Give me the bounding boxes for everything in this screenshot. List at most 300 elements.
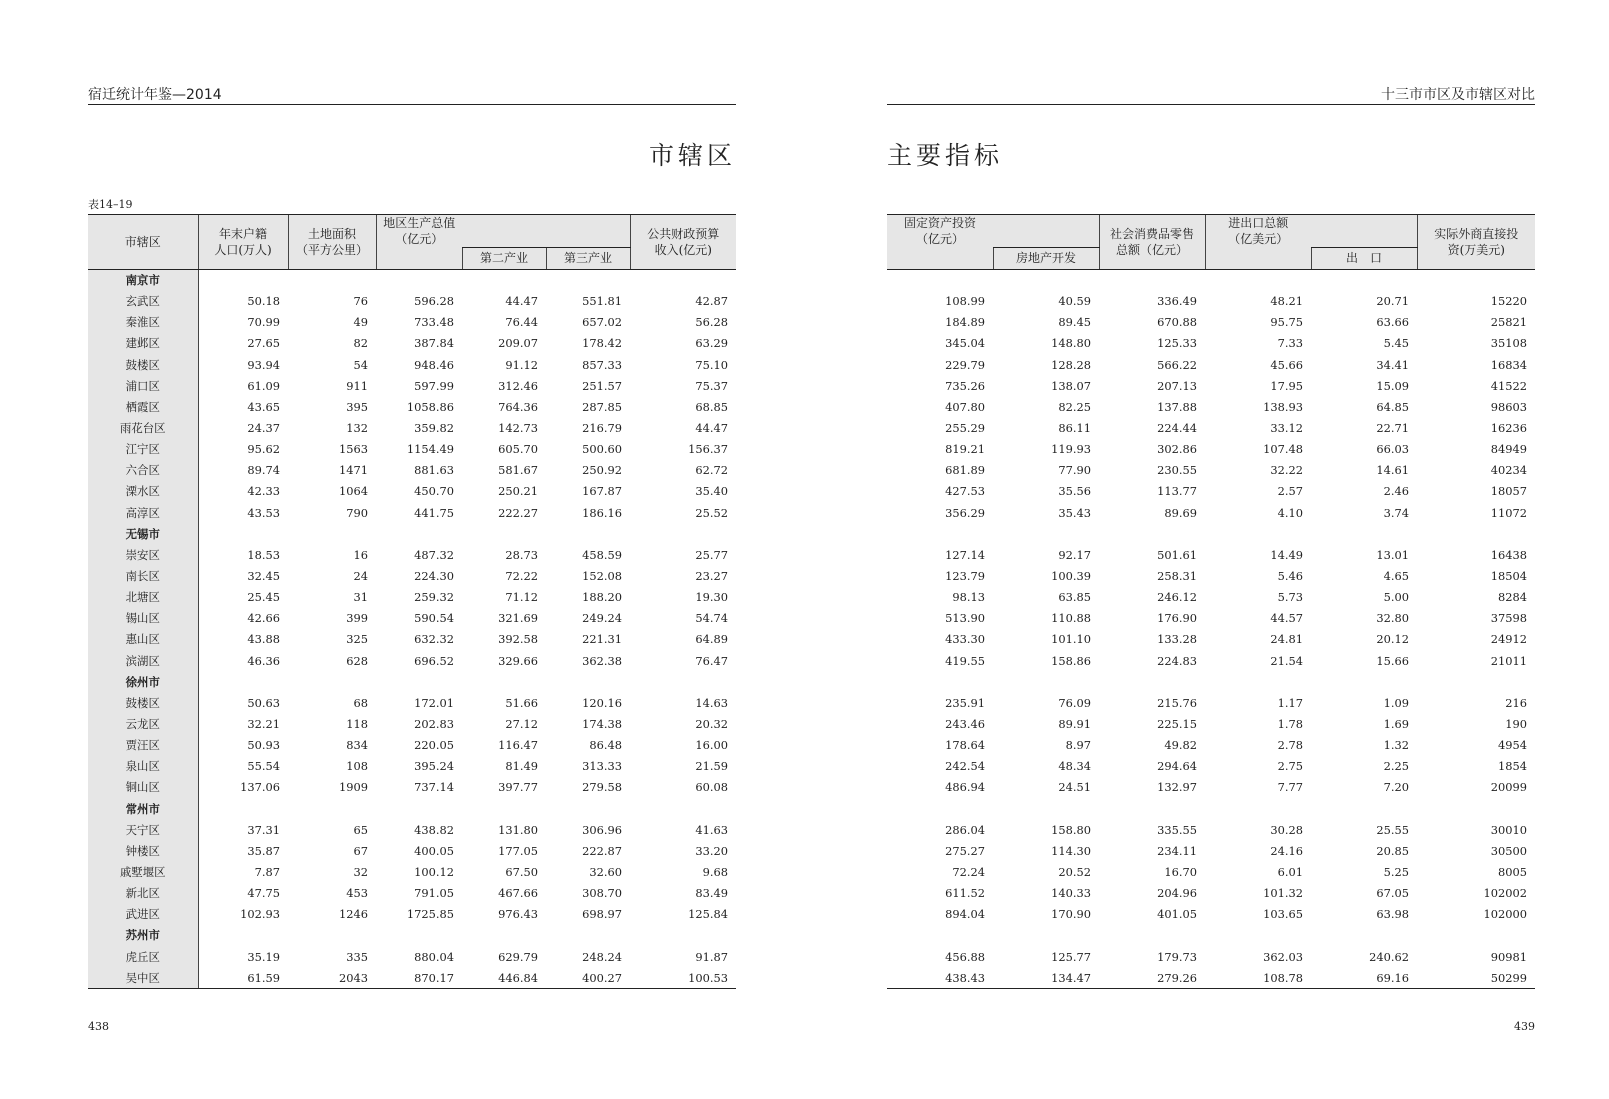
table-cell: 14.63 (695, 695, 728, 710)
table-cell: 27.65 (247, 336, 280, 351)
header-area: 土地面积 （平方公里） (288, 215, 376, 270)
table-cell (288, 671, 376, 692)
table-cell: 894.04 (945, 907, 985, 922)
table-row (88, 502, 736, 523)
table-cell (1311, 269, 1417, 291)
right-page (887, 0, 1535, 1099)
table-cell: 41522 (1490, 378, 1527, 393)
table-row (887, 904, 1535, 925)
table-cell: 243.46 (945, 717, 985, 732)
table-row (887, 967, 1535, 989)
district-name: 建邺区 (88, 333, 198, 354)
table-cell: 48.21 (1270, 294, 1303, 309)
table-cell: 453 (346, 886, 368, 901)
table-row (88, 587, 736, 608)
table-cell: 1909 (339, 780, 368, 795)
table-row (887, 375, 1535, 396)
table-cell: 132.97 (1157, 780, 1197, 795)
table-cell: 156.37 (688, 442, 728, 457)
table-cell: 735.26 (945, 378, 985, 393)
table-cell: 68 (353, 695, 368, 710)
table-cell (288, 269, 376, 291)
district-name: 栖霞区 (88, 396, 198, 417)
table-cell: 224.30 (414, 569, 454, 584)
table-cell: 681.89 (945, 463, 985, 478)
table-cell: 25.45 (247, 590, 280, 605)
table-cell: 69.16 (1311, 967, 1417, 989)
table-cell: 33.12 (1270, 421, 1303, 436)
table-cell: 25.52 (695, 505, 728, 520)
table-cell (462, 925, 546, 946)
table-row (887, 565, 1535, 586)
table-cell: 880.04 (414, 949, 454, 964)
table-cell: 43.53 (247, 505, 280, 520)
table-cell: 605.70 (498, 442, 538, 457)
table-cell: 737.14 (414, 780, 454, 795)
table-cell (1417, 671, 1535, 692)
table-cell: 67 (353, 843, 368, 858)
district-name: 溧水区 (88, 481, 198, 502)
table-cell: 65 (353, 822, 368, 837)
table-cell: 76.47 (695, 653, 728, 668)
table-cell (462, 523, 546, 544)
table-cell: 400.27 (546, 967, 630, 989)
city-name: 南京市 (88, 269, 198, 291)
table-cell: 1.17 (1277, 695, 1303, 710)
table-cell (376, 523, 462, 544)
table-cell: 1.78 (1277, 717, 1303, 732)
city-row (88, 798, 736, 819)
table-cell: 63.29 (695, 336, 728, 351)
table-row (88, 967, 736, 989)
table-cell: 438.43 (887, 967, 993, 989)
table-cell: 24.51 (1058, 780, 1091, 795)
table-cell: 137.06 (240, 780, 280, 795)
table-cell (288, 523, 376, 544)
table-cell: 48.34 (1058, 759, 1091, 774)
table-row (88, 565, 736, 586)
table-cell: 16236 (1490, 421, 1527, 436)
table-row (88, 946, 736, 967)
table-cell: 45.66 (1270, 357, 1303, 372)
table-cell (376, 925, 462, 946)
table-cell: 8005 (1498, 865, 1527, 879)
table-cell (630, 269, 736, 291)
table-cell: 5.25 (1383, 865, 1409, 879)
table-cell: 14.61 (1376, 463, 1409, 478)
table-cell: 114.30 (1051, 843, 1091, 858)
header-investment-span (993, 215, 1099, 248)
table-cell (546, 671, 630, 692)
city-name: 无锡市 (88, 523, 198, 544)
table-cell (1205, 523, 1311, 544)
table-cell: 32.22 (1270, 463, 1303, 478)
table-row (887, 587, 1535, 608)
table-cell (376, 671, 462, 692)
table-cell: 2.78 (1277, 738, 1303, 753)
table-row (887, 544, 1535, 565)
city-row (88, 523, 736, 544)
table-cell: 35.40 (695, 484, 728, 499)
table-cell: 16.70 (1164, 865, 1197, 879)
table-cell: 68.85 (695, 399, 728, 414)
table-cell: 764.36 (498, 399, 538, 414)
table-cell: 356.29 (945, 505, 985, 520)
table-cell (1099, 671, 1205, 692)
district-name: 滨湖区 (88, 650, 198, 671)
running-head: 十三市市区及市辖区对比 (1381, 87, 1535, 103)
table-cell: 34.41 (1376, 357, 1409, 372)
city-row (887, 269, 1535, 291)
table-cell: 15.66 (1376, 653, 1409, 668)
table-cell: 55.54 (247, 759, 280, 774)
table-cell (462, 671, 546, 692)
table-cell: 63.85 (1058, 590, 1091, 605)
district-name: 六合区 (88, 460, 198, 481)
table-cell: 86.11 (1058, 421, 1091, 436)
table-cell (630, 925, 736, 946)
table-row (887, 439, 1535, 460)
table-row (88, 861, 736, 882)
table-cell: 82 (353, 336, 368, 351)
district-name: 新北区 (88, 883, 198, 904)
table-cell: 76.44 (505, 315, 538, 330)
table-row (887, 481, 1535, 502)
city-row (887, 925, 1535, 946)
table-cell: 170.90 (1051, 907, 1091, 922)
table-cell: 13.01 (1376, 547, 1409, 562)
table-cell (1417, 925, 1535, 946)
table-row (88, 777, 736, 798)
table-cell: 42.66 (247, 611, 280, 626)
table-cell: 35.43 (1058, 505, 1091, 520)
table-cell: 22.71 (1376, 421, 1409, 436)
table-cell: 37598 (1490, 611, 1527, 626)
table-cell: 66.03 (1376, 442, 1409, 457)
table-cell (546, 925, 630, 946)
table-row (887, 692, 1535, 713)
district-name: 虎丘区 (88, 946, 198, 967)
table-cell: 345.04 (945, 336, 985, 351)
table-cell: 18.53 (247, 547, 280, 562)
table-cell: 82.25 (1058, 399, 1091, 414)
header-export: 出 口 (1311, 247, 1417, 269)
table-cell: 230.55 (1157, 463, 1197, 478)
table-cell (1099, 925, 1205, 946)
table-cell: 49 (353, 315, 368, 330)
table-cell: 24912 (1490, 632, 1527, 647)
table-row (88, 608, 736, 629)
table-cell: 178.42 (582, 336, 622, 351)
table-cell: 44.47 (505, 294, 538, 309)
right-data-table (887, 214, 1535, 989)
table-cell: 1563 (339, 442, 368, 457)
table-cell: 20.52 (1058, 865, 1091, 879)
table-cell: 911 (346, 378, 368, 393)
header-gdp: 地区生产总值 （亿元） (376, 215, 462, 248)
city-row (887, 798, 1535, 819)
table-cell: 215.76 (1157, 695, 1197, 710)
table-cell: 62.72 (695, 463, 728, 478)
table-cell: 450.70 (414, 484, 454, 499)
table-cell: 24.81 (1270, 632, 1303, 647)
table-cell (198, 671, 288, 692)
table-cell: 438.82 (414, 822, 454, 837)
table-cell: 948.46 (414, 357, 454, 372)
table-cell: 158.80 (1051, 822, 1091, 837)
table-cell (1417, 269, 1535, 291)
table-row (88, 840, 736, 861)
table-cell: 16 (353, 547, 368, 562)
table-cell: 120.16 (582, 695, 622, 710)
table-cell: 1154.49 (406, 442, 454, 457)
district-name: 天宁区 (88, 819, 198, 840)
table-cell: 566.22 (1157, 357, 1197, 372)
table-cell (630, 671, 736, 692)
table-cell: 56.28 (695, 315, 728, 330)
table-cell: 250.21 (498, 484, 538, 499)
table-cell: 225.15 (1157, 717, 1197, 732)
table-cell: 242.54 (945, 759, 985, 774)
table-cell: 881.63 (414, 463, 454, 478)
table-cell: 100.12 (414, 865, 454, 879)
table-cell: 64.89 (695, 632, 728, 647)
table-cell: 5.73 (1277, 590, 1303, 605)
table-cell: 611.52 (945, 886, 985, 901)
table-cell: 101.32 (1263, 886, 1303, 901)
table-cell (887, 523, 993, 544)
table-cell: 131.80 (498, 822, 538, 837)
table-row (88, 629, 736, 650)
table-cell: 632.32 (414, 632, 454, 647)
table-cell: 362.03 (1263, 949, 1303, 964)
table-cell (1311, 925, 1417, 946)
table-cell: 72.22 (505, 569, 538, 584)
table-cell (1417, 523, 1535, 544)
table-cell: 102000 (1483, 907, 1527, 922)
header-fdi: 实际外商直接投 资(万美元) (1417, 215, 1535, 270)
table-cell: 25.55 (1376, 822, 1409, 837)
table-cell: 46.36 (247, 653, 280, 668)
table-cell: 100.39 (1051, 569, 1091, 584)
table-cell: 32.60 (589, 865, 622, 879)
table-cell: 98.13 (952, 590, 985, 605)
table-cell: 116.47 (498, 738, 538, 753)
header-population: 年末户籍 人口(万人) (198, 215, 288, 270)
table-row (887, 819, 1535, 840)
table-cell: 7.77 (1277, 780, 1303, 795)
table-cell: 4.65 (1383, 569, 1409, 584)
table-cell: 275.27 (945, 843, 985, 858)
table-cell: 190 (1505, 717, 1527, 732)
table-cell: 5.00 (1383, 590, 1409, 605)
table-row (88, 460, 736, 481)
table-cell: 30010 (1490, 822, 1527, 837)
table-row (88, 291, 736, 312)
table-row (88, 650, 736, 671)
table-cell: 791.05 (414, 886, 454, 901)
district-name: 武进区 (88, 904, 198, 925)
table-cell: 2.75 (1277, 759, 1303, 774)
table-cell: 16438 (1490, 547, 1527, 562)
table-cell: 5.46 (1277, 569, 1303, 584)
table-row (887, 608, 1535, 629)
table-cell: 25.77 (695, 547, 728, 562)
table-cell: 118 (346, 717, 368, 732)
table-cell: 91.12 (505, 357, 538, 372)
table-cell: 834 (346, 738, 368, 753)
table-row (88, 354, 736, 375)
district-name: 铜山区 (88, 777, 198, 798)
table-cell: 5.45 (1383, 336, 1409, 351)
table-cell: 21.54 (1270, 653, 1303, 668)
city-row (887, 523, 1535, 544)
table-cell: 50.93 (247, 738, 280, 753)
table-cell: 32.80 (1376, 611, 1409, 626)
table-cell: 21.59 (695, 759, 728, 774)
table-cell: 7.87 (254, 865, 280, 879)
table-cell: 125.33 (1157, 336, 1197, 351)
table-cell: 95.75 (1270, 315, 1303, 330)
table-cell: 89.45 (1058, 315, 1091, 330)
table-cell: 63.98 (1376, 907, 1409, 922)
table-cell: 395.24 (414, 759, 454, 774)
table-cell: 71.12 (505, 590, 538, 605)
table-row (88, 396, 736, 417)
table-cell: 487.32 (414, 547, 454, 562)
table-cell: 60.08 (695, 780, 728, 795)
table-row (88, 312, 736, 333)
table-cell: 41.63 (695, 822, 728, 837)
district-name: 戚墅堰区 (88, 861, 198, 882)
table-cell: 6.01 (1277, 865, 1303, 879)
table-cell: 1.32 (1383, 738, 1409, 753)
table-cell (887, 925, 993, 946)
table-cell: 1471 (339, 463, 368, 478)
table-cell: 35.87 (247, 843, 280, 858)
table-cell: 20099 (1490, 780, 1527, 795)
header-revenue: 公共财政预算 收入(亿元) (630, 215, 736, 270)
table-cell: 1.09 (1383, 695, 1409, 710)
table-cell: 1854 (1498, 759, 1527, 774)
table-row (88, 375, 736, 396)
table-cell: 54 (353, 357, 368, 372)
table-cell: 500.60 (582, 442, 622, 457)
table-cell: 458.59 (582, 547, 622, 562)
table-cell: 119.93 (1051, 442, 1091, 457)
table-cell: 179.73 (1157, 949, 1197, 964)
table-row (88, 713, 736, 734)
header-district: 市辖区 (88, 215, 198, 270)
table-cell (1205, 269, 1311, 291)
table-cell: 81.49 (505, 759, 538, 774)
table-cell: 93.94 (247, 357, 280, 372)
table-cell: 251.57 (582, 378, 622, 393)
table-cell (198, 925, 288, 946)
table-cell: 102002 (1483, 886, 1527, 901)
table-cell: 75.10 (695, 357, 728, 372)
table-cell: 186.16 (582, 505, 622, 520)
table-cell: 248.24 (582, 949, 622, 964)
table-cell: 113.77 (1157, 484, 1197, 499)
table-cell: 75.37 (695, 378, 728, 393)
district-name: 高淳区 (88, 502, 198, 523)
table-cell: 27.12 (505, 717, 538, 732)
table-cell: 733.48 (414, 315, 454, 330)
table-cell: 50.18 (247, 294, 280, 309)
table-cell (1099, 523, 1205, 544)
table-cell: 306.96 (582, 822, 622, 837)
district-name: 鼓楼区 (88, 692, 198, 713)
district-name: 鼓楼区 (88, 354, 198, 375)
table-cell: 3.74 (1383, 505, 1409, 520)
table-row (887, 354, 1535, 375)
table-cell: 42.87 (695, 294, 728, 309)
table-cell: 103.65 (1263, 907, 1303, 922)
table-cell: 7.20 (1383, 780, 1409, 795)
table-cell: 387.84 (414, 336, 454, 351)
table-cell: 134.47 (993, 967, 1099, 989)
table-cell: 581.67 (498, 463, 538, 478)
table-cell: 133.28 (1157, 632, 1197, 647)
table-row (887, 756, 1535, 777)
table-row (887, 735, 1535, 756)
table-cell: 359.82 (414, 421, 454, 436)
table-cell: 395 (346, 399, 368, 414)
table-cell: 152.08 (582, 569, 622, 584)
table-cell: 1064 (339, 484, 368, 499)
table-cell: 24.37 (247, 421, 280, 436)
table-cell (462, 269, 546, 291)
table-cell: 362.38 (582, 653, 622, 668)
table-cell: 207.13 (1157, 378, 1197, 393)
district-name: 玄武区 (88, 291, 198, 312)
table-cell: 249.24 (582, 611, 622, 626)
table-cell: 28.73 (505, 547, 538, 562)
table-cell: 16.00 (695, 738, 728, 753)
table-cell: 325 (346, 632, 368, 647)
table-cell: 407.80 (945, 399, 985, 414)
table-cell (546, 798, 630, 819)
district-name: 惠山区 (88, 629, 198, 650)
table-cell: 279.26 (1099, 967, 1205, 989)
table-row (887, 650, 1535, 671)
table-cell (630, 798, 736, 819)
table-cell: 76 (353, 294, 368, 309)
table-cell: 125.84 (688, 907, 728, 922)
table-cell: 127.14 (945, 547, 985, 562)
table-cell: 137.88 (1157, 399, 1197, 414)
table-cell: 31 (353, 590, 368, 605)
table-cell: 234.11 (1157, 843, 1197, 858)
table-cell: 70.99 (247, 315, 280, 330)
table-cell: 92.17 (1058, 547, 1091, 562)
header-trade-bottom (1205, 247, 1311, 269)
table-cell: 294.64 (1157, 759, 1197, 774)
table-cell: 102.93 (240, 907, 280, 922)
table-cell: 8284 (1498, 590, 1527, 605)
table-cell: 4.10 (1277, 505, 1303, 520)
table-cell: 15220 (1490, 294, 1527, 309)
header-retail: 社会消费品零售 总额（亿元） (1099, 215, 1205, 270)
table-cell: 329.66 (498, 653, 538, 668)
table-cell: 67.05 (1376, 886, 1409, 901)
header-trade: 进出口总额 （亿美元） (1205, 215, 1311, 248)
table-cell: 286.04 (945, 822, 985, 837)
table-cell: 14.49 (1270, 547, 1303, 562)
table-cell: 456.88 (945, 949, 985, 964)
table-row (887, 502, 1535, 523)
